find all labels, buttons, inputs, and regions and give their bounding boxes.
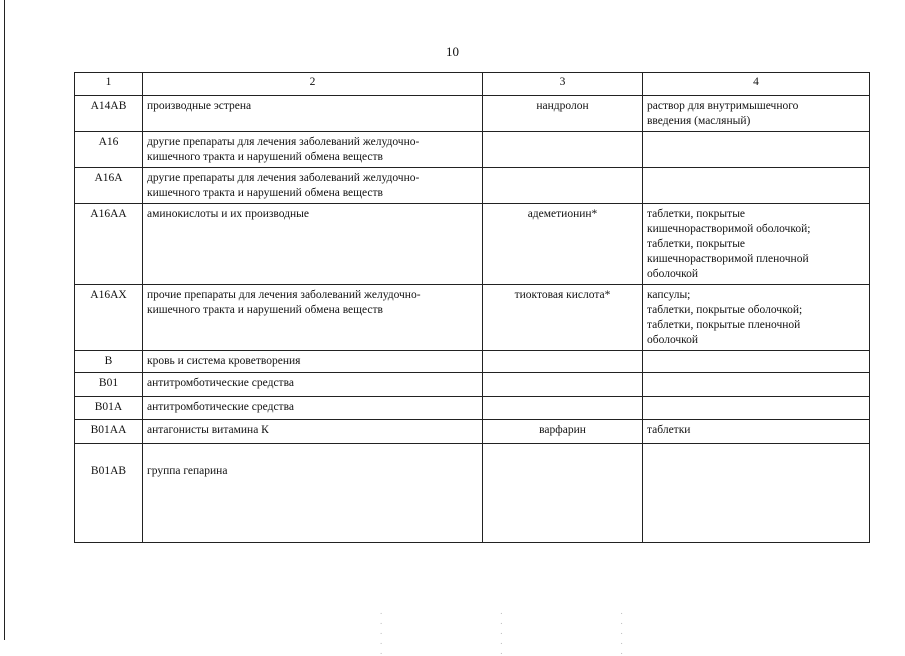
dosage-form: [643, 444, 870, 543]
group-name: аминокислоты и их производные: [143, 204, 483, 285]
page-number: 10: [446, 44, 459, 59]
atc-code: B01A: [75, 397, 143, 420]
table-header-row: [75, 73, 870, 96]
drug-classification-table: [74, 72, 870, 543]
header-col-2: 2: [143, 73, 483, 96]
table-row: [75, 397, 870, 420]
table-row: [75, 373, 870, 397]
drug-inn: варфарин: [483, 420, 643, 444]
dosage-form: раствор для внутримышечного введения (масляный): [643, 96, 870, 132]
drug-inn: адеметионин*: [483, 204, 643, 285]
header-col-1: 1: [75, 73, 143, 96]
atc-code: B: [75, 351, 143, 373]
atc-code: A16AA: [75, 204, 143, 285]
drug-inn: нандролон: [483, 96, 643, 132]
header-col-3: 3: [483, 73, 643, 96]
group-name: антитромботические средства: [143, 397, 483, 420]
atc-code: B01AA: [75, 420, 143, 444]
table-row: [75, 96, 870, 132]
drug-inn: [483, 397, 643, 420]
table-row: [75, 420, 870, 444]
dosage-form: капсулы; таблетки, покрытые оболочкой; таблетки, покрытые пленочной оболочкой: [643, 285, 870, 351]
table-row: [75, 204, 870, 285]
page-left-border: [4, 0, 5, 640]
dosage-form: [643, 397, 870, 420]
dosage-form: [643, 351, 870, 373]
atc-code: A14AB: [75, 96, 143, 132]
group-name: другие препараты для лечения заболеваний желудочно- кишечного тракта и нарушений обмена веществ: [143, 168, 483, 204]
group-name: антагонисты витамина К: [143, 420, 483, 444]
dosage-form: [643, 168, 870, 204]
group-name: антитромботические средства: [143, 373, 483, 397]
group-name: прочие препараты для лечения заболеваний желудочно- кишечного тракта и нарушений обмена веществ: [143, 285, 483, 351]
table-row: [75, 285, 870, 351]
drug-inn: [483, 168, 643, 204]
atc-code: B01: [75, 373, 143, 397]
dosage-form: [643, 373, 870, 397]
dosage-form: таблетки: [643, 420, 870, 444]
table-row: [75, 132, 870, 168]
table-row: [75, 351, 870, 373]
drug-inn: [483, 351, 643, 373]
dosage-form: таблетки, покрытые кишечнорастворимой оболочкой; таблетки, покрытые кишечнорастворимой пленочной оболочкой: [643, 204, 870, 285]
drug-inn: [483, 373, 643, 397]
group-name: кровь и система кроветворения: [143, 351, 483, 373]
drug-inn: [483, 132, 643, 168]
atc-code: A16: [75, 132, 143, 168]
table-row: [75, 444, 870, 543]
atc-code: A16AX: [75, 285, 143, 351]
atc-code: A16A: [75, 168, 143, 204]
scan-artifact-dots: ... ... ... ... ...: [380, 606, 741, 656]
group-name: другие препараты для лечения заболеваний желудочно- кишечного тракта и нарушений обмена веществ: [143, 132, 483, 168]
drug-inn: тиоктовая кислота*: [483, 285, 643, 351]
atc-code: B01AB: [75, 444, 143, 543]
dosage-form: [643, 132, 870, 168]
group-name: производные эстрена: [143, 96, 483, 132]
header-col-4: 4: [643, 73, 870, 96]
group-name: группа гепарина: [143, 444, 483, 543]
drug-inn: [483, 444, 643, 543]
table-row: [75, 168, 870, 204]
